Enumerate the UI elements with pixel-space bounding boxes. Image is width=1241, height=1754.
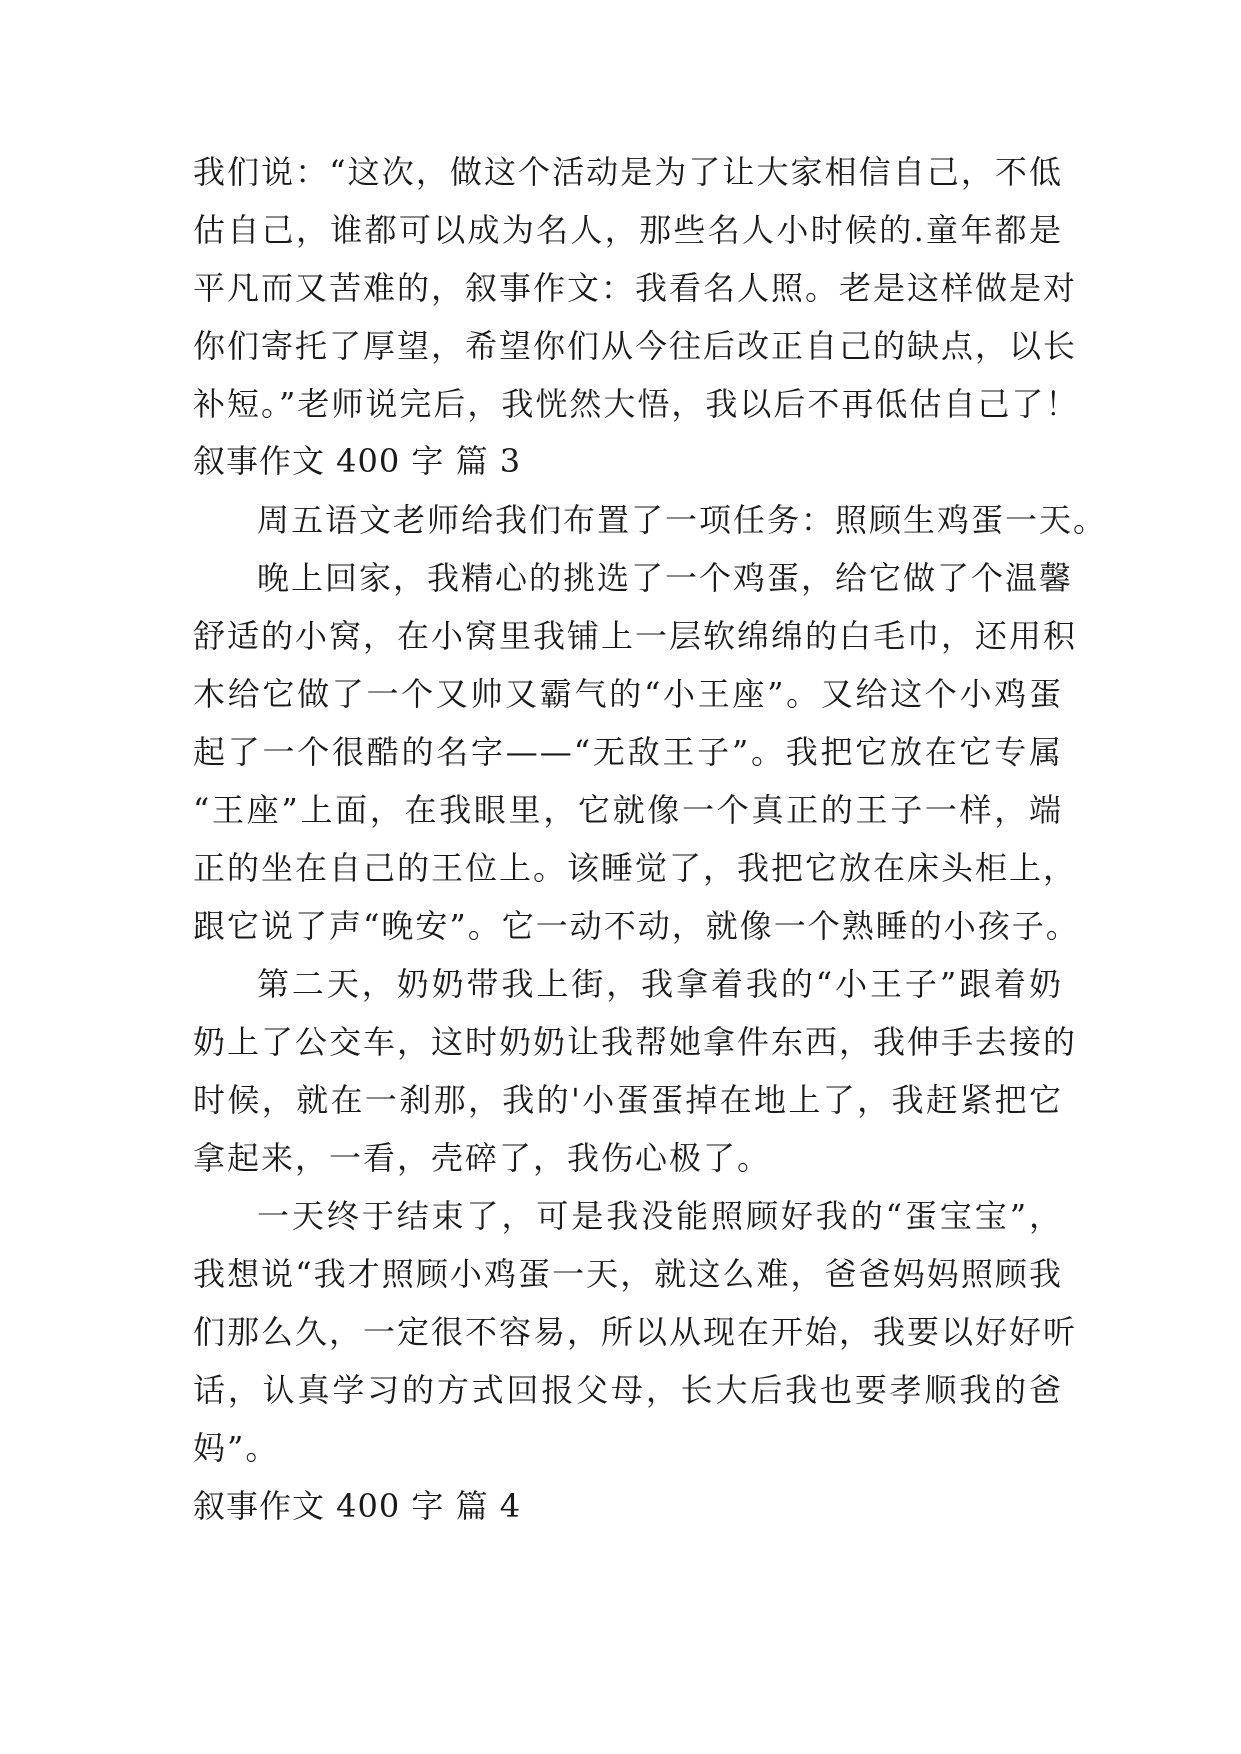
text-line: “王座”上面，在我眼里，它就像一个真正的王子一样，端 bbox=[193, 791, 1063, 829]
paragraph-first-line: 第二天，奶奶带我上街，我拿着我的“小王子”跟着奶 bbox=[257, 965, 1063, 1003]
text-line: 我们说：“这次，做这个活动是为了让大家相信自己，不低 bbox=[193, 153, 1063, 191]
text-line: 们那么久，一定很不容易，所以从现在开始，我要以好好听 bbox=[193, 1313, 1078, 1351]
text-line: 我想说“我才照顾小鸡蛋一天，就这么难，爸爸妈妈照顾我 bbox=[193, 1255, 1063, 1293]
text-line: 跟它说了声“晚安”。它一动不动，就像一个熟睡的小孩子。 bbox=[193, 907, 1080, 945]
text-line: 妈”。 bbox=[193, 1429, 280, 1467]
text-line: 时候，就在一刹那，我的'小蛋蛋掉在地上了，我赶紧把它 bbox=[193, 1081, 1063, 1119]
section-heading: 叙事作文 400 字 篇 4 bbox=[193, 1487, 522, 1525]
text-line: 补短。”老师说完后，我恍然大悟，我以后不再低估自己了！ bbox=[193, 385, 1080, 423]
text-line: 起了一个很酷的名字——“无敌王子”。我把它放在它专属 bbox=[193, 733, 1063, 771]
text-line: 正的坐在自己的王位上。该睡觉了，我把它放在床头柜上， bbox=[193, 849, 1078, 887]
text-line: 舒适的小窝，在小窝里我铺上一层软绵绵的白毛巾，还用积 bbox=[193, 617, 1078, 655]
text-line: 平凡而又苦难的，叙事作文：我看名人照。老是这样做是对 bbox=[193, 269, 1078, 307]
text-line: 你们寄托了厚望，希望你们从今往后改正自己的缺点，以长 bbox=[193, 327, 1078, 365]
text-line: 话，认真学习的方式回报父母，长大后我也要孝顺我的爸 bbox=[193, 1371, 1063, 1409]
paragraph-first-line: 晚上回家，我精心的挑选了一个鸡蛋，给它做了个温馨 bbox=[257, 559, 1074, 597]
text-line: 拿起来，一看，壳碎了，我伤心极了。 bbox=[193, 1139, 772, 1177]
section-heading: 叙事作文 400 字 篇 3 bbox=[193, 442, 522, 480]
paragraph-first-line: 一天终于结束了，可是我没能照顾好我的“蛋宝宝”， bbox=[257, 1197, 1063, 1235]
paragraph-first-line: 周五语文老师给我们布置了一项任务：照顾生鸡蛋一天。 bbox=[257, 501, 1108, 539]
text-line: 木给它做了一个又帅又霸气的“小王座”。又给这个小鸡蛋 bbox=[193, 675, 1063, 713]
text-line: 估自己，谁都可以成为名人，那些名人小时候的.童年都是 bbox=[193, 211, 1063, 249]
text-line: 奶上了公交车，这时奶奶让我帮她拿件东西，我伸手去接的 bbox=[193, 1023, 1078, 1061]
